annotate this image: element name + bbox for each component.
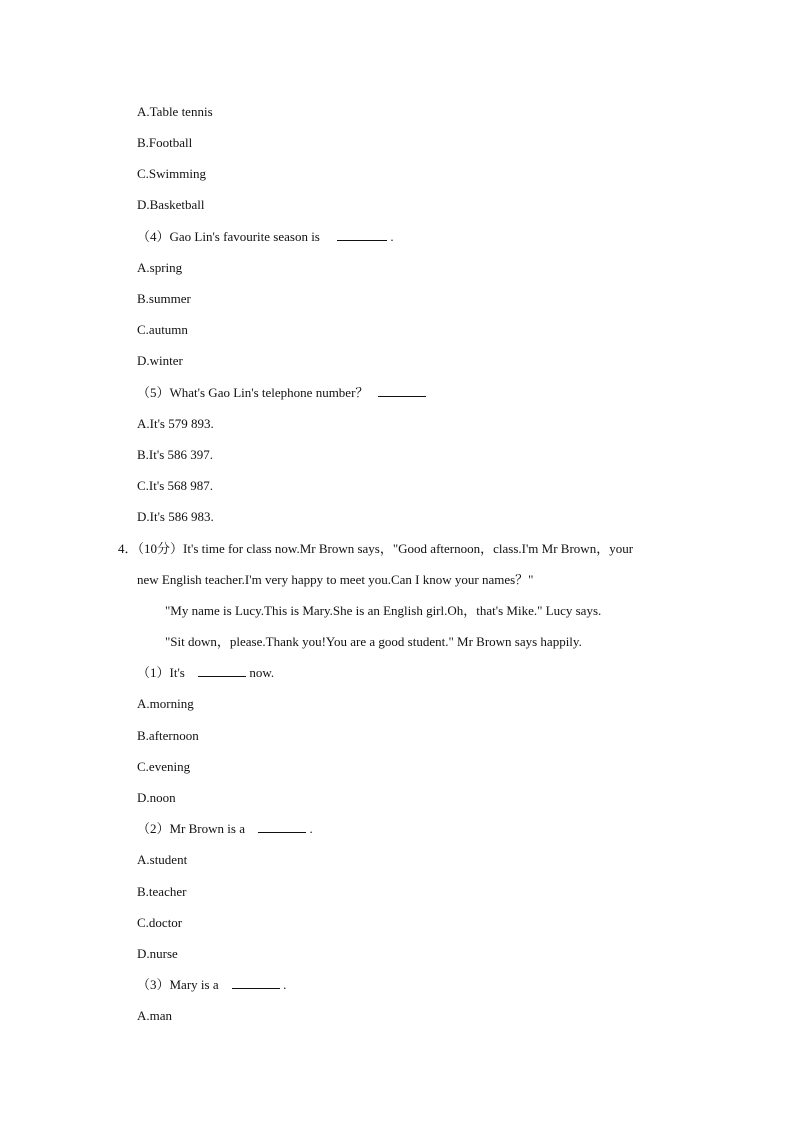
option-s4q1-d: D.noon	[137, 790, 176, 805]
s4-question-2-end: .	[309, 821, 313, 836]
option-s4q2-b: B.teacher	[137, 884, 187, 899]
option-q5-c: C.It's 568 987.	[137, 478, 214, 493]
answer-blank	[232, 977, 280, 989]
s4-question-3-end: .	[283, 977, 287, 992]
option-q4-b: B.summer	[137, 291, 191, 306]
option-q3-a: A.Table tennis	[137, 104, 213, 119]
section-4-header	[118, 541, 633, 557]
option-q5-a: A.It's 579 893.	[137, 416, 214, 431]
option-s4q3-a: A.man	[137, 1008, 173, 1023]
option-q3-d: D.Basketball	[137, 197, 205, 212]
option-q4-d: D.winter	[137, 353, 183, 368]
question-4-end: .	[390, 229, 394, 244]
answer-blank	[258, 821, 306, 833]
s4-question-3-stem	[137, 977, 286, 993]
answer-blank	[337, 229, 387, 241]
option-q4-a: A.spring	[137, 260, 183, 275]
option-s4q1-a: A.morning	[137, 696, 194, 711]
option-q3-b: B.Football	[137, 135, 193, 150]
option-q4-c: C.autumn	[137, 322, 188, 337]
s4-question-1-end: now.	[249, 665, 275, 680]
section-points: （10分）	[137, 541, 184, 556]
answer-blank	[378, 385, 426, 397]
option-s4q2-d: D.nurse	[137, 946, 178, 961]
option-q5-d: D.It's 586 983.	[137, 509, 214, 524]
passage-line-3: "My name is Lucy.This is Mary.She is an English girl.Oh，that's Mike." Lucy says.	[165, 603, 602, 618]
option-q3-c: C.Swimming	[137, 166, 206, 181]
question-5-stem	[137, 385, 426, 401]
section-number: 4．	[118, 541, 138, 556]
question-5-text: （5）What's Gao Lin's telephone number？	[137, 385, 369, 400]
passage-line-1: It's time for class now.Mr Brown says，"Good afternoon，class.I'm Mr Brown，your	[183, 541, 634, 556]
s4-question-2-stem	[137, 821, 313, 837]
question-4-text: （4）Gao Lin's favourite season is	[137, 229, 320, 244]
option-s4q1-c: C.evening	[137, 759, 191, 774]
option-s4q2-c: C.doctor	[137, 915, 183, 930]
question-4-stem	[137, 229, 394, 245]
option-s4q1-b: B.afternoon	[137, 728, 199, 743]
passage-line-2: new English teacher.I'm very happy to meet you.Can I know your names？"	[137, 572, 534, 587]
option-q5-b: B.It's 586 397.	[137, 447, 214, 462]
option-s4q2-a: A.student	[137, 852, 188, 867]
s4-question-1-text: （1）It's	[137, 665, 185, 680]
passage-line-4: "Sit down，please.Thank you!You are a good student." Mr Brown says happily.	[165, 634, 582, 649]
s4-question-3-text: （3）Mary is a	[137, 977, 219, 992]
s4-question-1-stem	[137, 665, 274, 681]
answer-blank	[198, 665, 246, 677]
s4-question-2-text: （2）Mr Brown is a	[137, 821, 245, 836]
